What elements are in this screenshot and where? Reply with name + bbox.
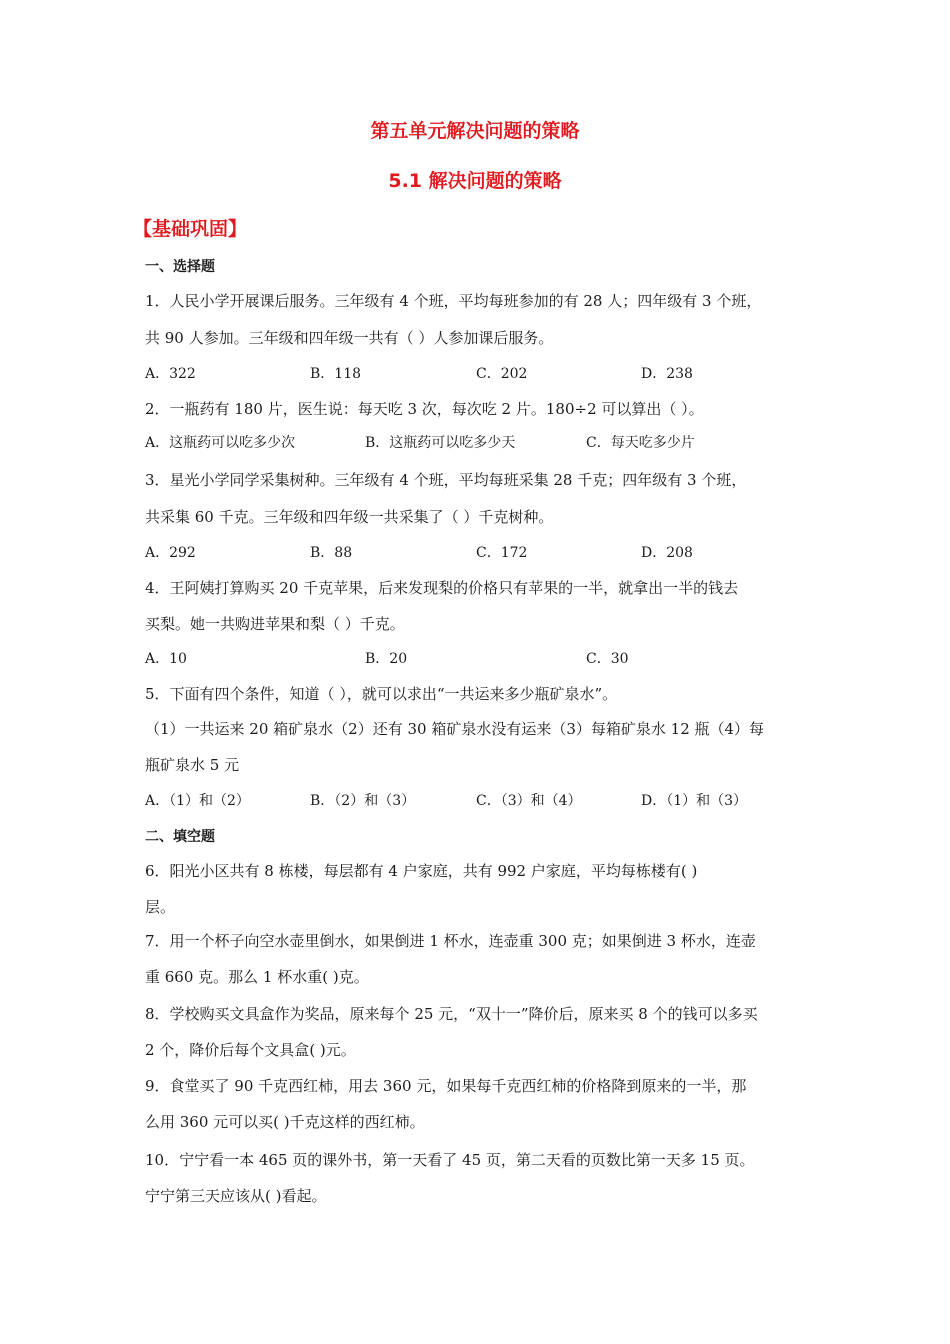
q3-option-d: D．208	[641, 545, 693, 561]
q9-line1: 9．食堂买了 90 千克西红柿，用去 360 元，如果每千克西红柿的价格降到原来的一半，那	[145, 1077, 747, 1095]
q10-line2: 宁宁第三天应该从( )看起。	[145, 1187, 327, 1205]
q4-option-c: C．30	[586, 651, 629, 667]
q7-line1: 7．用一个杯子向空水壶里倒水，如果倒进 1 杯水，连壶重 300 克；如果倒进 3 杯水，连壶	[145, 932, 756, 950]
q4-line1: 4．王阿姨打算购买 20 千克苹果，后来发现梨的价格只有苹果的一半，就拿出一半的钱去	[145, 579, 739, 597]
unit-title: 第五单元解决问题的策略	[370, 120, 580, 142]
q4-line2: 买梨。她一共购进苹果和梨（ ）千克。	[145, 615, 405, 633]
q1-option-d: D．238	[641, 366, 693, 382]
q8-line1: 8．学校购买文具盒作为奖品，原来每个 25 元，“双十一”降价后，原来买 8 个的钱可以多买	[145, 1005, 758, 1023]
q6-line2: 层。	[145, 898, 176, 916]
q5-line2: （1）一共运来 20 箱矿泉水（2）还有 30 箱矿泉水没有运来（3）每箱矿泉水 12 瓶（4）每	[145, 720, 765, 738]
q9-line2: 么用 360 元可以买( )千克这样的西红柿。	[145, 1113, 425, 1131]
q4-option-b: B．20	[365, 651, 408, 667]
q3-option-b: B．88	[310, 545, 353, 561]
q3-line2: 共采集 60 千克。三年级和四年级一共采集了（ ）千克树种。	[145, 508, 554, 526]
q2-line1: 2．一瓶药有 180 片，医生说：每天吃 3 次，每次吃 2 片。180÷2 可以算出（ ）。	[145, 400, 704, 418]
q3-option-a: A．292	[145, 545, 196, 561]
q2-option-c: C．每天吃多少片	[586, 435, 695, 451]
q5-option-d: D．（1）和（3）	[641, 793, 748, 809]
lesson-title: 5.1 解决问题的策略	[388, 170, 562, 192]
q7-line2: 重 660 克。那么 1 杯水重( )克。	[145, 968, 369, 986]
q8-line2: 2 个，降价后每个文具盒( )元。	[145, 1041, 356, 1059]
q1-option-c: C．202	[476, 366, 528, 382]
q1-line1: 1．人民小学开展课后服务。三年级有 4 个班，平均每班参加的有 28 人；四年级有 3 个班，	[145, 292, 762, 310]
q1-option-b: B．118	[310, 366, 362, 382]
q1-option-a: A．322	[145, 366, 196, 382]
part2-heading: 二、填空题	[145, 829, 215, 845]
q1-line2: 共 90 人参加。三年级和四年级一共有（ ）人参加课后服务。	[145, 329, 554, 347]
q6-line1: 6．阳光小区共有 8 栋楼，每层都有 4 户家庭，共有 992 户家庭，平均每栋楼有( )	[145, 862, 698, 880]
q5-option-b: B．（2）和（3）	[310, 793, 416, 809]
q2-option-a: A．这瓶药可以吃多少次	[145, 435, 296, 451]
q5-line1: 5．下面有四个条件，知道（ ），就可以求出“一共运来多少瓶矿泉水”。	[145, 685, 618, 703]
q5-option-a: A．（1）和（2）	[145, 793, 250, 809]
q10-line1: 10．宁宁看一本 465 页的课外书，第一天看了 45 页，第二天看的页数比第一天多 15 页。	[145, 1151, 755, 1169]
q2-option-b: B．这瓶药可以吃多少天	[365, 435, 516, 451]
q4-option-a: A．10	[145, 651, 187, 667]
q5-line3: 瓶矿泉水 5 元	[145, 756, 240, 774]
part1-heading: 一、选择题	[145, 259, 215, 275]
q5-option-c: C．（3）和（4）	[476, 793, 582, 809]
section-label: 【基础巩固】	[133, 218, 248, 240]
q3-option-c: C．172	[476, 545, 528, 561]
q3-line1: 3．星光小学同学采集树种。三年级有 4 个班，平均每班采集 28 千克；四年级有 3 个班，	[145, 471, 747, 489]
